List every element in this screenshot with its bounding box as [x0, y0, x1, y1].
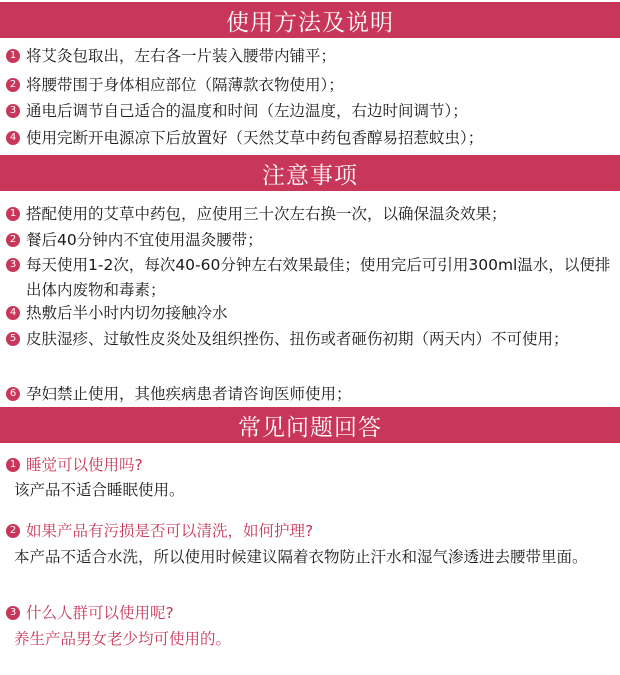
faq-question — [6, 601, 614, 626]
usage-item-text: 将腰带围于身体相应部位（隔薄款衣物使用）； — [26, 76, 344, 94]
number-badge-icon: 1 — [6, 207, 20, 221]
notes-item — [6, 382, 614, 407]
faq-question-text: 如果产品有污损是否可以清洗，如何护理? — [26, 522, 314, 540]
notes-item — [6, 253, 614, 303]
usage-item-text: 将艾灸包取出，左右各一片装入腰带内铺平； — [26, 47, 337, 65]
number-badge-icon: 2 — [6, 78, 20, 92]
faq-question — [6, 519, 614, 544]
notes-item — [6, 301, 614, 326]
notes-item-text: 餐后40分钟内不宜使用温灸腰带； — [26, 231, 263, 249]
usage-item — [6, 73, 614, 98]
faq-section-title: 常见问题回答 — [238, 414, 382, 441]
number-badge-icon: 3 — [6, 258, 20, 272]
usage-item — [6, 99, 614, 124]
faq-question-text: 睡觉可以使用吗? — [26, 456, 143, 474]
notes-item — [6, 202, 614, 227]
usage-item — [6, 44, 614, 69]
usage-item-text: 通电后调节自己适合的温度和时间（左边温度，右边时间调节）； — [26, 102, 468, 120]
number-badge-icon: 4 — [6, 131, 20, 145]
usage-section-header — [0, 2, 620, 38]
usage-section-title: 使用方法及说明 — [226, 9, 394, 36]
notes-section-title: 注意事项 — [262, 162, 358, 189]
number-badge-icon: 3 — [6, 606, 20, 620]
number-badge-icon: 5 — [6, 332, 20, 346]
notes-item-text: 每天使用1-2次，每次40-60分钟左右效果最佳；使用完后可引用300ml温水，以便排出体内废物和毒素； — [26, 256, 611, 299]
faq-answer: 本产品不适合水洗，所以使用时候建议隔着衣物防止汗水和湿气渗透进去腰带里面。 — [14, 548, 588, 566]
notes-item-text: 热敷后半小时内切勿接触冷水 — [26, 304, 228, 322]
notes-item-text: 皮肤湿疹、过敏性皮炎处及组织挫伤、扭伤或者砸伤初期（两天内）不可使用； — [26, 330, 569, 348]
number-badge-icon: 1 — [6, 458, 20, 472]
number-badge-icon: 1 — [6, 49, 20, 63]
notes-item — [6, 327, 614, 352]
faq-question — [6, 453, 614, 478]
faq-answer: 该产品不适合睡眠使用。 — [14, 481, 185, 499]
usage-item — [6, 126, 614, 151]
number-badge-icon: 4 — [6, 306, 20, 320]
notes-item-text: 孕妇禁止使用，其他疾病患者请咨询医师使用； — [26, 385, 352, 403]
notes-section-header — [0, 155, 620, 191]
number-badge-icon: 6 — [6, 387, 20, 401]
faq-answer: 养生产品男女老少均可使用的。 — [14, 630, 232, 648]
faq-question-text: 什么人群可以使用呢? — [26, 604, 174, 622]
number-badge-icon: 3 — [6, 104, 20, 118]
usage-item-text: 使用完断开电源凉下后放置好（天然艾草中药包香醇易招惹蚊虫）； — [26, 129, 484, 147]
notes-item — [6, 228, 614, 253]
notes-item-text: 搭配使用的艾草中药包，应使用三十次左右换一次，以确保温灸效果； — [26, 205, 507, 223]
number-badge-icon: 2 — [6, 233, 20, 247]
faq-section-header — [0, 407, 620, 443]
number-badge-icon: 2 — [6, 524, 20, 538]
